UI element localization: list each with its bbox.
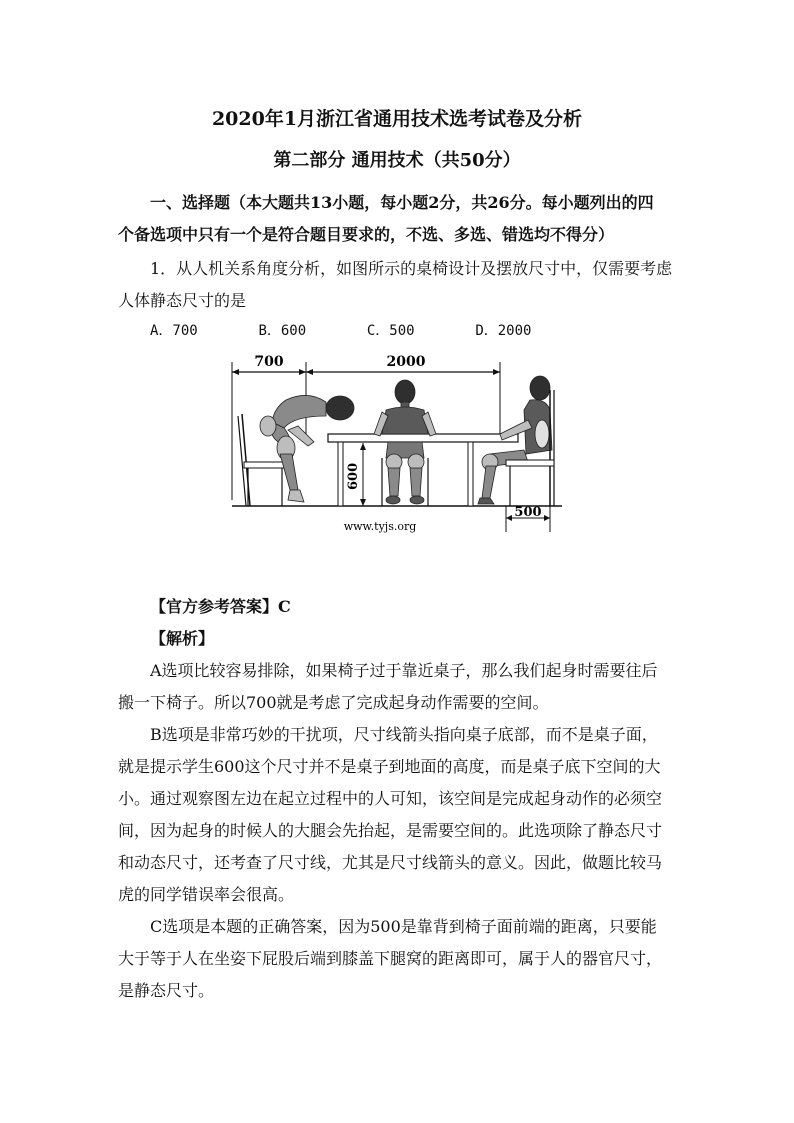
official-answer-label: 【官方参考答案】C	[150, 597, 291, 616]
option-d: D．2000	[475, 323, 532, 339]
document-title: 2020年1月浙江省通用技术选考试卷及分析	[211, 108, 583, 130]
figure-watermark: www.tyjs.org	[343, 520, 417, 533]
right-chair-seat	[506, 460, 554, 466]
analysis-line: 就是提示学生600这个尺寸并不是桌子到地面的高度，而是桌子底下空间的大	[118, 757, 661, 776]
analysis-line: 搬一下椅子。所以700就是考虑了完成起身动作需要的空间。	[118, 693, 549, 712]
option-c: C．500	[366, 323, 415, 339]
analysis-line: 小。通过观察图左边在起立过程中的人可知，该空间是完成起身动作的必须空	[118, 789, 663, 808]
dim-600-label: 600	[346, 462, 361, 490]
option-a: A．700	[150, 323, 198, 339]
analysis-line: C选项是本题的正确答案，因为500是靠背到椅子面前端的距离，只要能	[150, 917, 657, 936]
answer-options	[150, 320, 575, 340]
section-heading-line2: 个备选项中只有一个是符合题目要求的，不选、多选、错选均不得分）	[118, 225, 615, 244]
part-subtitle: 第二部分 通用技术（共50分）	[273, 150, 521, 171]
analysis-label: 【解析】	[150, 629, 215, 648]
table-leg-left	[338, 442, 343, 506]
person-seated-front	[374, 380, 436, 506]
dim-500-label: 500	[514, 505, 542, 520]
analysis-line: 大于等于人在坐姿下屁股后端到膝盖下腿窝的距离即可，属于人的器官尺寸，	[118, 949, 663, 968]
analysis-line: B选项是非常巧妙的干扰项，尺寸线箭头指向桌子底部，而不是桌子面，	[150, 725, 658, 744]
question-line1: 1．从人机关系角度分析，如图所示的桌椅设计及摆放尺寸中，仅需要考虑	[150, 259, 673, 278]
analysis-line: 是静态尺寸。	[118, 981, 215, 1000]
analysis-line: A选项比较容易排除，如果椅子过于靠近桌子，那么我们起身时需要往后	[150, 661, 658, 680]
analysis-line: 间，因为起身的时候人的大腿会先抬起，是需要空间的。此选项除了静态尺寸	[118, 821, 663, 840]
dim-700-label: 700	[254, 354, 284, 370]
desk-chair-figure	[228, 350, 564, 536]
dim-2000-label: 2000	[386, 354, 426, 370]
section-heading-line1: 一、选择题（本大题共13小题，每小题2分，共26分。每小题列出的四	[150, 193, 654, 212]
table-top	[328, 434, 518, 442]
analysis-line: 虎的同学错误率会很高。	[118, 885, 295, 904]
left-chair-seat	[244, 462, 286, 468]
question-line2: 人体静态尺寸的是	[118, 291, 247, 310]
table-leg-right	[468, 442, 473, 506]
left-chair-back	[242, 414, 250, 506]
analysis-line: 和动态尺寸，还考查了尺寸线，尤其是尺寸线箭头的意义。因此，做题比较马	[118, 853, 663, 872]
option-b: B．600	[258, 323, 307, 339]
